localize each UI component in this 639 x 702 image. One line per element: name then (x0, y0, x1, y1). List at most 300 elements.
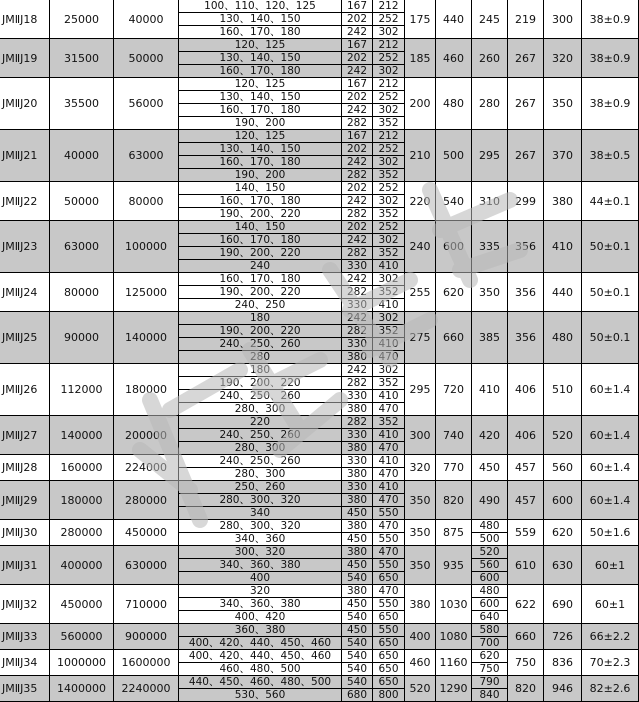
length2-cell: 470 (373, 403, 405, 416)
dim5-cell: 440 (544, 273, 582, 312)
length-cell: 330 (342, 455, 373, 468)
length-cell: 330 (342, 481, 373, 494)
max-torque-cell: 630000 (114, 546, 179, 585)
length-cell: 540 (342, 676, 373, 689)
length-cell: 450 (342, 559, 373, 572)
shaft-size-cell: 240、250、260 (179, 338, 342, 351)
shaft-size-cell: 180 (179, 364, 342, 377)
dim3-cell: 335 (472, 221, 508, 273)
dim1-cell: 275 (405, 312, 436, 364)
dim1-cell: 175 (405, 0, 436, 39)
model-cell: JMⅡJ20 (0, 78, 50, 130)
max-torque-cell: 280000 (114, 481, 179, 520)
tolerance-cell: 38±0.9 (582, 0, 639, 39)
table-row (0, 416, 639, 455)
shaft-size-cell: 300、320 (179, 546, 342, 559)
nominal-torque-cell: 35500 (50, 78, 114, 130)
dim5-cell: 630 (544, 546, 582, 585)
nominal-torque-cell: 280000 (50, 520, 114, 546)
dim4-cell: 267 (508, 39, 544, 78)
dim4-cell: 267 (508, 78, 544, 130)
shaft-size-cell: 240、250、260 (179, 429, 342, 442)
length2-cell: 212 (373, 78, 405, 91)
shaft-size-cell: 190、200 (179, 117, 342, 130)
nominal-torque-cell: 80000 (50, 273, 114, 312)
length2-cell: 550 (373, 507, 405, 520)
dim3-cell: 385 (472, 312, 508, 364)
dim2-cell: 540 (436, 182, 472, 221)
length2-cell: 470 (373, 546, 405, 559)
tolerance-cell: 60±1.4 (582, 481, 639, 520)
length-cell: 380 (342, 494, 373, 507)
dim5-cell: 350 (544, 78, 582, 130)
tolerance-cell: 60±1.4 (582, 455, 639, 481)
shaft-size-cell: 240 (179, 260, 342, 273)
tolerance-cell: 60±1.4 (582, 364, 639, 416)
length-cell: 167 (342, 0, 373, 13)
tolerance-cell: 38±0.9 (582, 39, 639, 78)
length-cell: 202 (342, 13, 373, 26)
model-cell: JMⅡJ33 (0, 624, 50, 650)
length-cell: 330 (342, 390, 373, 403)
shaft-size-cell: 160、170、180 (179, 65, 342, 78)
max-torque-cell: 2240000 (114, 676, 179, 702)
dim3-cell: 580 (472, 624, 508, 637)
dim4-cell: 457 (508, 481, 544, 520)
dim3-cell: 520 (472, 546, 508, 559)
dim3-cell: 750 (472, 663, 508, 676)
shaft-size-cell: 250、260 (179, 481, 342, 494)
model-cell: JMⅡJ35 (0, 676, 50, 702)
max-torque-cell: 710000 (114, 585, 179, 624)
length2-cell: 252 (373, 91, 405, 104)
length-cell: 282 (342, 286, 373, 299)
length2-cell: 352 (373, 377, 405, 390)
dim3-cell: 245 (472, 0, 508, 39)
dim5-cell: 560 (544, 455, 582, 481)
nominal-torque-cell: 160000 (50, 455, 114, 481)
length2-cell: 212 (373, 39, 405, 52)
length2-cell: 550 (373, 559, 405, 572)
length2-cell: 800 (373, 689, 405, 702)
max-torque-cell: 63000 (114, 130, 179, 182)
shaft-size-cell: 160、170、180 (179, 234, 342, 247)
dim5-cell: 836 (544, 650, 582, 676)
dim3-cell: 350 (472, 273, 508, 312)
length2-cell: 650 (373, 676, 405, 689)
length-cell: 380 (342, 442, 373, 455)
length2-cell: 410 (373, 260, 405, 273)
length-cell: 282 (342, 416, 373, 429)
length-cell: 242 (342, 364, 373, 377)
table-row (0, 78, 639, 130)
dim2-cell: 480 (436, 78, 472, 130)
shaft-size-cell: 280、300 (179, 403, 342, 416)
max-torque-cell: 180000 (114, 364, 179, 416)
tolerance-cell: 50±0.1 (582, 221, 639, 273)
tolerance-cell: 60±1 (582, 546, 639, 585)
table-row (0, 650, 639, 676)
length2-cell: 650 (373, 663, 405, 676)
dim4-cell: 660 (508, 624, 544, 650)
dim5-cell: 690 (544, 585, 582, 624)
shaft-size-cell: 280、300 (179, 468, 342, 481)
length2-cell: 352 (373, 169, 405, 182)
length-cell: 540 (342, 611, 373, 624)
shaft-size-cell: 340、360、380 (179, 559, 342, 572)
nominal-torque-cell: 90000 (50, 312, 114, 364)
model-cell: JMⅡJ32 (0, 585, 50, 624)
dim1-cell: 350 (405, 481, 436, 520)
dim5-cell: 370 (544, 130, 582, 182)
length-cell: 242 (342, 26, 373, 39)
nominal-torque-cell: 560000 (50, 624, 114, 650)
shaft-size-cell: 120、125 (179, 39, 342, 52)
nominal-torque-cell: 400000 (50, 546, 114, 585)
length2-cell: 410 (373, 429, 405, 442)
shaft-size-cell: 160、170、180 (179, 273, 342, 286)
max-torque-cell: 200000 (114, 416, 179, 455)
length2-cell: 252 (373, 182, 405, 195)
dim5-cell: 300 (544, 0, 582, 39)
shaft-size-cell: 190、200、220 (179, 377, 342, 390)
dim1-cell: 200 (405, 78, 436, 130)
dim4-cell: 457 (508, 455, 544, 481)
length-cell: 202 (342, 221, 373, 234)
max-torque-cell: 50000 (114, 39, 179, 78)
model-cell: JMⅡJ24 (0, 273, 50, 312)
model-cell: JMⅡJ28 (0, 455, 50, 481)
dim1-cell: 520 (405, 676, 436, 702)
shaft-size-cell: 190、200、220 (179, 325, 342, 338)
length2-cell: 410 (373, 481, 405, 494)
table-row (0, 585, 639, 624)
dim4-cell: 559 (508, 520, 544, 546)
dim3-cell: 490 (472, 481, 508, 520)
shaft-size-cell: 180 (179, 312, 342, 325)
nominal-torque-cell: 63000 (50, 221, 114, 273)
table-row (0, 39, 639, 78)
model-cell: JMⅡJ29 (0, 481, 50, 520)
dim3-cell: 295 (472, 130, 508, 182)
tolerance-cell: 38±0.9 (582, 78, 639, 130)
shaft-size-cell: 160、170、180 (179, 195, 342, 208)
max-torque-cell: 140000 (114, 312, 179, 364)
length-cell: 330 (342, 260, 373, 273)
shaft-size-cell: 190、200、220 (179, 247, 342, 260)
table-row (0, 520, 639, 546)
tolerance-cell: 50±0.1 (582, 312, 639, 364)
shaft-size-cell: 440、450、460、480、500 (179, 676, 342, 689)
shaft-size-cell: 400、420、440、450、460 (179, 637, 342, 650)
dim5-cell: 600 (544, 481, 582, 520)
length-cell: 330 (342, 338, 373, 351)
shaft-size-cell: 190、200、220 (179, 286, 342, 299)
dim1-cell: 320 (405, 455, 436, 481)
length2-cell: 302 (373, 26, 405, 39)
dim2-cell: 770 (436, 455, 472, 481)
length2-cell: 650 (373, 650, 405, 663)
length2-cell: 212 (373, 0, 405, 13)
dim5-cell: 726 (544, 624, 582, 650)
dim1-cell: 240 (405, 221, 436, 273)
tolerance-cell: 60±1 (582, 585, 639, 624)
shaft-size-cell: 280、300、320 (179, 494, 342, 507)
length-cell: 380 (342, 351, 373, 364)
shaft-size-cell: 240、250 (179, 299, 342, 312)
max-torque-cell: 450000 (114, 520, 179, 546)
length-cell: 282 (342, 117, 373, 130)
dim5-cell: 620 (544, 520, 582, 546)
dim2-cell: 935 (436, 546, 472, 585)
dim2-cell: 1080 (436, 624, 472, 650)
dim3-cell: 480 (472, 520, 508, 533)
model-cell: JMⅡJ30 (0, 520, 50, 546)
dim2-cell: 500 (436, 130, 472, 182)
shaft-size-cell: 140、150 (179, 221, 342, 234)
length-cell: 242 (342, 312, 373, 325)
length-cell: 242 (342, 104, 373, 117)
shaft-size-cell: 460、480、500 (179, 663, 342, 676)
max-torque-cell: 1600000 (114, 650, 179, 676)
length-cell: 450 (342, 507, 373, 520)
length2-cell: 352 (373, 117, 405, 130)
table-row (0, 221, 639, 273)
length-cell: 540 (342, 650, 373, 663)
shaft-size-cell: 120、125 (179, 130, 342, 143)
length-cell: 540 (342, 572, 373, 585)
shaft-size-cell: 130、140、150 (179, 13, 342, 26)
dim4-cell: 219 (508, 0, 544, 39)
tolerance-cell: 44±0.1 (582, 182, 639, 221)
nominal-torque-cell: 1400000 (50, 676, 114, 702)
length2-cell: 252 (373, 13, 405, 26)
shaft-size-cell: 190、200 (179, 169, 342, 182)
table-row (0, 481, 639, 520)
dim1-cell: 220 (405, 182, 436, 221)
dim3-cell: 790 (472, 676, 508, 689)
shaft-size-cell: 240、250、260 (179, 390, 342, 403)
max-torque-cell: 80000 (114, 182, 179, 221)
shaft-size-cell: 280、300 (179, 442, 342, 455)
length2-cell: 302 (373, 65, 405, 78)
dim5-cell: 946 (544, 676, 582, 702)
length2-cell: 550 (373, 598, 405, 611)
length-cell: 380 (342, 468, 373, 481)
nominal-torque-cell: 112000 (50, 364, 114, 416)
dim1-cell: 460 (405, 650, 436, 676)
length-cell: 167 (342, 39, 373, 52)
dim3-cell: 480 (472, 585, 508, 598)
dim3-cell: 310 (472, 182, 508, 221)
dim2-cell: 1030 (436, 585, 472, 624)
dim2-cell: 740 (436, 416, 472, 455)
length2-cell: 302 (373, 195, 405, 208)
shaft-size-cell: 120、125 (179, 78, 342, 91)
length-cell: 540 (342, 637, 373, 650)
dim1-cell: 210 (405, 130, 436, 182)
shaft-size-cell: 240、250、260 (179, 455, 342, 468)
table-row (0, 455, 639, 481)
length2-cell: 550 (373, 624, 405, 637)
shaft-size-cell: 280 (179, 351, 342, 364)
dim3-cell: 840 (472, 689, 508, 702)
shaft-size-cell: 400、420 (179, 611, 342, 624)
length-cell: 202 (342, 182, 373, 195)
length-cell: 202 (342, 91, 373, 104)
dim1-cell: 300 (405, 416, 436, 455)
dim1-cell: 350 (405, 520, 436, 546)
dim3-cell: 260 (472, 39, 508, 78)
table-row (0, 0, 639, 39)
shaft-size-cell: 400、420、440、450、460 (179, 650, 342, 663)
shaft-size-cell: 280、300、320 (179, 520, 342, 533)
shaft-size-cell: 190、200、220 (179, 208, 342, 221)
dim3-cell: 700 (472, 637, 508, 650)
length-cell: 202 (342, 143, 373, 156)
tolerance-cell: 82±2.6 (582, 676, 639, 702)
model-cell: JMⅡJ34 (0, 650, 50, 676)
dim3-cell: 420 (472, 416, 508, 455)
dim4-cell: 356 (508, 221, 544, 273)
shaft-size-cell: 400 (179, 572, 342, 585)
dim4-cell: 610 (508, 546, 544, 585)
shaft-size-cell: 130、140、150 (179, 143, 342, 156)
nominal-torque-cell: 25000 (50, 0, 114, 39)
nominal-torque-cell: 31500 (50, 39, 114, 78)
table-row (0, 273, 639, 312)
shaft-size-cell: 130、140、150 (179, 52, 342, 65)
shaft-size-cell: 130、140、150 (179, 91, 342, 104)
length2-cell: 352 (373, 325, 405, 338)
length-cell: 450 (342, 624, 373, 637)
length2-cell: 410 (373, 390, 405, 403)
tolerance-cell: 38±0.5 (582, 130, 639, 182)
dim4-cell: 356 (508, 273, 544, 312)
table-row (0, 364, 639, 416)
length2-cell: 470 (373, 520, 405, 533)
max-torque-cell: 125000 (114, 273, 179, 312)
dim1-cell: 380 (405, 585, 436, 624)
dim3-cell: 280 (472, 78, 508, 130)
shaft-size-cell: 340、360 (179, 533, 342, 546)
length2-cell: 302 (373, 312, 405, 325)
nominal-torque-cell: 1000000 (50, 650, 114, 676)
length2-cell: 352 (373, 247, 405, 260)
length-cell: 450 (342, 533, 373, 546)
dim1-cell: 185 (405, 39, 436, 78)
shaft-size-cell: 140、150 (179, 182, 342, 195)
length2-cell: 470 (373, 442, 405, 455)
dim5-cell: 520 (544, 416, 582, 455)
length2-cell: 470 (373, 468, 405, 481)
nominal-torque-cell: 40000 (50, 130, 114, 182)
dim1-cell: 350 (405, 546, 436, 585)
length2-cell: 352 (373, 286, 405, 299)
model-cell: JMⅡJ27 (0, 416, 50, 455)
max-torque-cell: 224000 (114, 455, 179, 481)
length2-cell: 252 (373, 52, 405, 65)
dim2-cell: 600 (436, 221, 472, 273)
max-torque-cell: 900000 (114, 624, 179, 650)
length-cell: 450 (342, 598, 373, 611)
length-cell: 242 (342, 156, 373, 169)
nominal-torque-cell: 180000 (50, 481, 114, 520)
length2-cell: 302 (373, 156, 405, 169)
dim4-cell: 750 (508, 650, 544, 676)
dim5-cell: 320 (544, 39, 582, 78)
length-cell: 330 (342, 299, 373, 312)
length2-cell: 550 (373, 533, 405, 546)
table-row (0, 130, 639, 182)
table-row (0, 546, 639, 585)
length-cell: 282 (342, 208, 373, 221)
length2-cell: 252 (373, 221, 405, 234)
dim3-cell: 450 (472, 455, 508, 481)
dim4-cell: 406 (508, 364, 544, 416)
length2-cell: 352 (373, 208, 405, 221)
dim3-cell: 620 (472, 650, 508, 663)
length-cell: 380 (342, 585, 373, 598)
shaft-size-cell: 100、110、120、125 (179, 0, 342, 13)
max-torque-cell: 100000 (114, 221, 179, 273)
length-cell: 242 (342, 195, 373, 208)
dim5-cell: 410 (544, 221, 582, 273)
length-cell: 680 (342, 689, 373, 702)
length2-cell: 470 (373, 585, 405, 598)
shaft-size-cell: 160、170、180 (179, 104, 342, 117)
table-row (0, 312, 639, 364)
model-cell: JMⅡJ23 (0, 221, 50, 273)
length-cell: 540 (342, 663, 373, 676)
dim3-cell: 600 (472, 598, 508, 611)
dim4-cell: 820 (508, 676, 544, 702)
nominal-torque-cell: 450000 (50, 585, 114, 624)
model-cell: JMⅡJ31 (0, 546, 50, 585)
dim2-cell: 460 (436, 39, 472, 78)
model-cell: JMⅡJ19 (0, 39, 50, 78)
length-cell: 282 (342, 325, 373, 338)
length-cell: 282 (342, 247, 373, 260)
table-row (0, 676, 639, 702)
length2-cell: 650 (373, 572, 405, 585)
length-cell: 242 (342, 65, 373, 78)
length2-cell: 410 (373, 299, 405, 312)
length2-cell: 212 (373, 130, 405, 143)
length2-cell: 650 (373, 611, 405, 624)
dim2-cell: 875 (436, 520, 472, 546)
dim4-cell: 267 (508, 130, 544, 182)
shaft-size-cell: 160、170、180 (179, 26, 342, 39)
dim3-cell: 500 (472, 533, 508, 546)
shaft-size-cell: 320 (179, 585, 342, 598)
model-cell: JMⅡJ21 (0, 130, 50, 182)
tolerance-cell: 60±1.4 (582, 416, 639, 455)
dim2-cell: 1160 (436, 650, 472, 676)
dim4-cell: 356 (508, 312, 544, 364)
length-cell: 242 (342, 234, 373, 247)
dim2-cell: 620 (436, 273, 472, 312)
nominal-torque-cell: 140000 (50, 416, 114, 455)
length-cell: 380 (342, 520, 373, 533)
length2-cell: 302 (373, 104, 405, 117)
max-torque-cell: 40000 (114, 0, 179, 39)
dim5-cell: 510 (544, 364, 582, 416)
table-row (0, 182, 639, 221)
length2-cell: 352 (373, 416, 405, 429)
tolerance-cell: 66±2.2 (582, 624, 639, 650)
length-cell: 167 (342, 78, 373, 91)
